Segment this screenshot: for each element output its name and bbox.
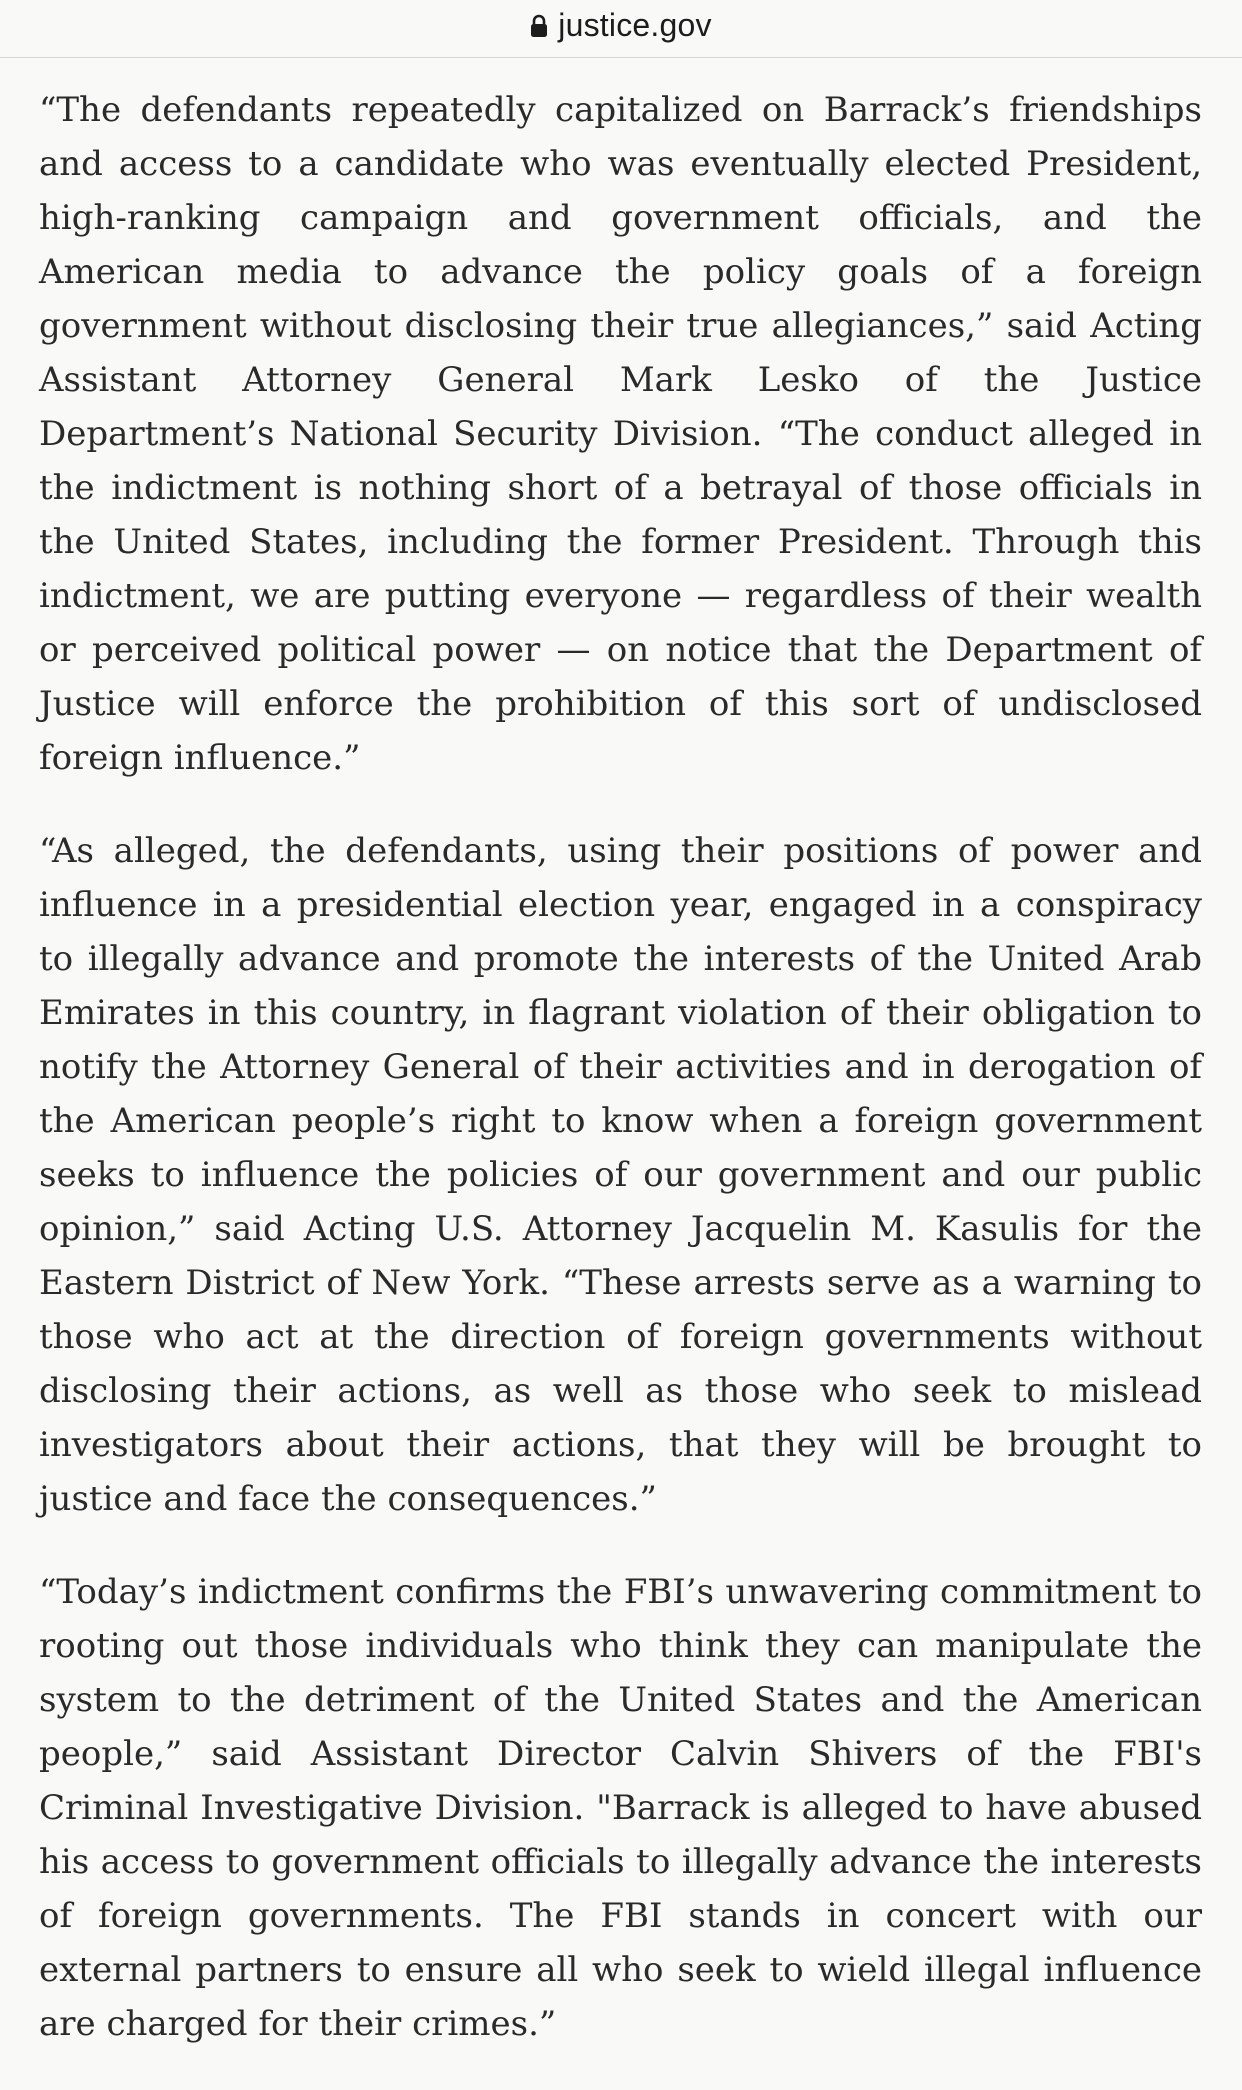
article-paragraph-shivers-quote: “Today’s indictment confirms the FBI’s unwavering commitment to rooting out those individuals who think they can manipulate the system to the detriment of the United States and the American people,” said Assistant Director Calvin Shivers of the FBI's Criminal Investigative Division. "Barrack is alleged to have abused his access to government officials to illegally advance the interests of foreign governments. The FBI stands in concert with our external partners to ensure all who seek to wield illegal influence are charged for their crimes.”: [39, 1572, 1202, 2044]
address-display[interactable]: [530, 7, 711, 44]
domain-label: justice.gov: [558, 7, 712, 43]
address-bar[interactable]: [0, 0, 1242, 58]
lock-icon: [530, 14, 548, 38]
article-body: [39, 83, 1202, 2090]
article-paragraph-lesko-quote: “The defendants repeatedly capitalized on Barrack’s friendships and access to a candidate who was eventually elected President, high-ranking campaign and government officials, and the American media to advance the policy goals of a foreign government without disclosing their true allegiances,” said Acting Assistant Attorney General Mark Lesko of the Justice Department’s National Security Division. “The conduct alleged in the indictment is nothing short of a betrayal of those officials in the United States, including the former President. Through this indictment, we are putting everyone — regardless of their wealth or perceived political power — on notice that the Department of Justice will enforce the prohibition of this sort of undisclosed foreign influence.”: [39, 90, 1202, 778]
article-paragraph-kasulis-quote: “As alleged, the defendants, using their positions of power and influence in a presidential election year, engaged in a conspiracy to illegally advance and promote the interests of the United Arab Emirates in this country, in flagrant violation of their obligation to notify the Attorney General of their activities and in derogation of the American people’s right to know when a foreign government seeks to influence the policies of our government and our public opinion,” said Acting U.S. Attorney Jacquelin M. Kasulis for the Eastern District of New York. “These arrests serve as a warning to those who act at the direction of foreign governments without disclosing their actions, as well as those who seek to mislead investigators about their actions, that they will be brought to justice and face the consequences.”: [39, 831, 1202, 1519]
